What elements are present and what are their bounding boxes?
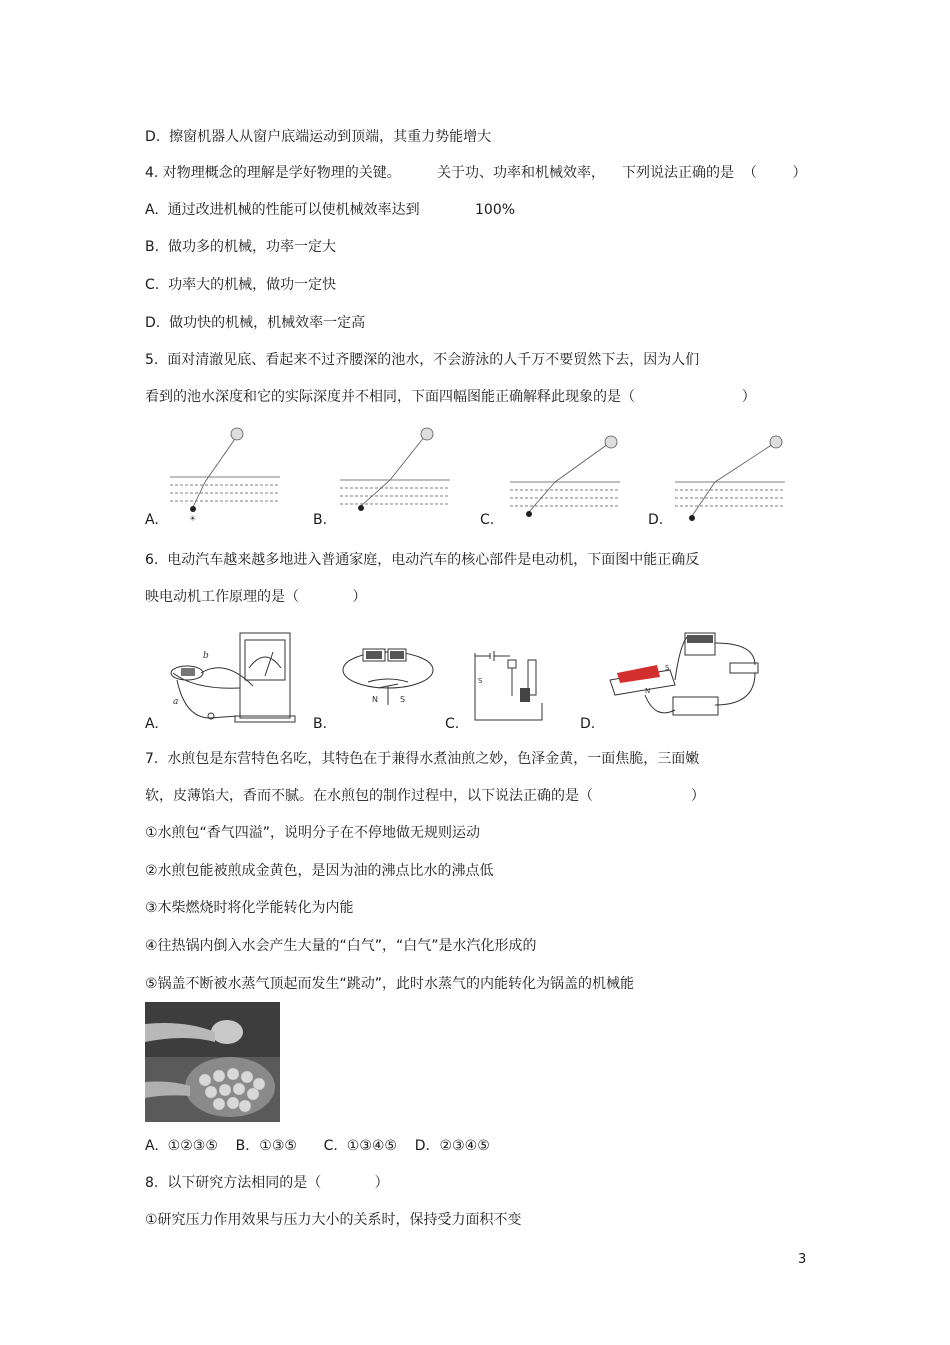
q8-statement-1: ①研究压力作用效果与压力大小的关系时，保持受力面积不变	[145, 1212, 522, 1228]
q5-stem-line1: 5. 面对清澈见底、看起来不过齐腰深的池水，不会游泳的人千万不要贸然下去，因为人们	[145, 352, 700, 368]
q7-stem-line1: 7. 水煎包是东营特色名吃，其特色在于兼得水煮油煎之妙，色泽金黄，一面焦脆，三面嫩	[145, 751, 700, 767]
q6-figb-letter-n: N	[372, 695, 378, 704]
q6-label-c: C.	[445, 716, 460, 732]
q6-figd-letter-s: S	[665, 664, 670, 672]
q6-figure-d	[605, 625, 775, 725]
q5-label-b: B.	[313, 512, 328, 528]
q4-option-c: C. 功率大的机械，做功一定快	[145, 277, 337, 293]
q7-stem-line2: 软，皮薄馅大，香而不腻。在水煎包的制作过程中，以下说法正确的是（ ）	[145, 788, 705, 804]
q6-stem-line1: 6. 电动汽车越来越多地进入普通家庭，电动汽车的核心部件是电动机，下面图中能正确反	[145, 552, 700, 568]
q6-figure-c	[470, 648, 550, 723]
q5-label-c: C.	[480, 512, 495, 528]
q6-figb-letter-s: S	[400, 695, 406, 704]
q4-option-d: D. 做功快的机械，机械效率一定高	[145, 315, 366, 331]
q7-statement-1: ①水煎包“香气四溢”，说明分子在不停地做无规则运动	[145, 825, 481, 841]
q6-figure-b	[338, 640, 438, 720]
q5-figure-c	[505, 432, 625, 527]
q6-figd-letter-n: N	[645, 687, 651, 695]
q6-figa-letter-b: b	[203, 651, 209, 661]
q6-label-d: D.	[580, 716, 596, 732]
q4-stem-part2: 关于功、功率和机械效率，	[437, 165, 605, 181]
q6-stem-line2: 映电动机工作原理的是（ ）	[145, 589, 367, 605]
q5-figure-d	[670, 432, 790, 527]
q7-photo-buns	[145, 1002, 280, 1122]
q8-stem: 8. 以下研究方法相同的是（ ）	[145, 1175, 389, 1191]
q4-option-a: A. 通过改进机械的性能可以使机械效率达到	[145, 202, 420, 218]
page-number: 3	[798, 1252, 807, 1267]
q7-statement-3: ③木柴燃烧时将化学能转化为内能	[145, 900, 354, 916]
q6-figa-letter-a: a	[173, 697, 179, 707]
q7-statement-4: ④往热锅内倒入水会产生大量的“白气”，“白气”是水汽化形成的	[145, 938, 537, 954]
q7-statement-2: ②水煎包能被煎成金黄色，是因为油的沸点比水的沸点低	[145, 863, 494, 879]
q4-option-b: B. 做功多的机械，功率一定大	[145, 239, 336, 255]
q4-stem-part1: 4. 对物理概念的理解是学好物理的关键。	[145, 165, 401, 181]
q3-option-d: D. 擦窗机器人从窗户底端运动到顶端，其重力势能增大	[145, 129, 492, 145]
q6-label-a: A.	[145, 716, 159, 732]
q6-figure-a	[165, 628, 305, 728]
q7-options: A. ①②③⑤ B．①③⑤ C. ①③④⑤ D．②③④⑤	[145, 1138, 490, 1154]
q5-stem-line2: 看到的池水深度和它的实际深度并不相同，下面四幅图能正确解释此现象的是（ ）	[145, 389, 756, 405]
svg-text:☀: ☀	[189, 514, 197, 523]
q5-figure-a	[165, 422, 285, 527]
q4-option-a-value: 100%	[475, 202, 516, 218]
q6-figc-letter-s: S	[478, 677, 483, 685]
q5-label-d: D.	[648, 512, 664, 528]
q7-statement-5: ⑤锅盖不断被水蒸气顶起而发生“跳动”，此时水蒸气的内能转化为锅盖的机械能	[145, 976, 635, 992]
q6-label-b: B.	[313, 716, 328, 732]
q4-stem-part3: 下列说法正确的是 （ ）	[622, 165, 807, 181]
q5-label-a: A.	[145, 512, 159, 528]
q5-figure-b	[335, 422, 455, 527]
